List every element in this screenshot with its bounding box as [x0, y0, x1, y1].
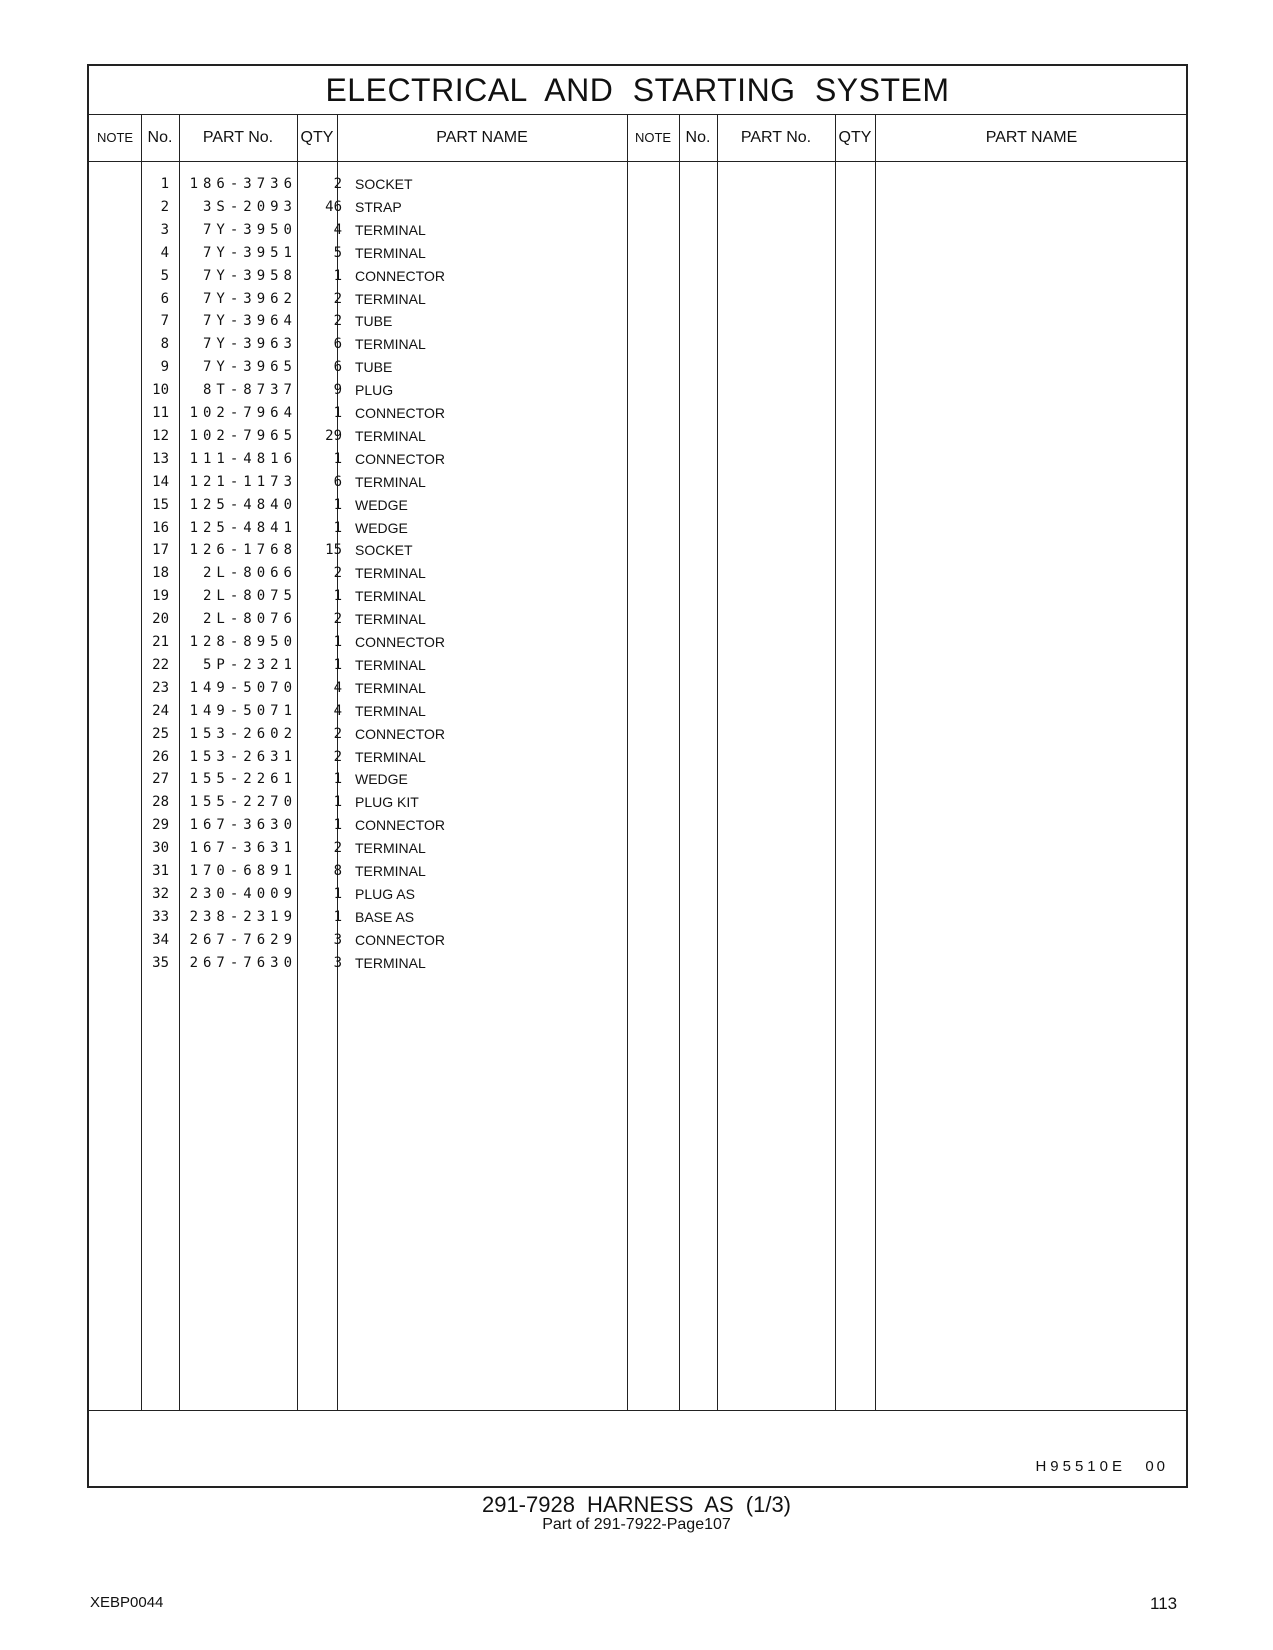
- part-number: 2L-8075: [202, 588, 297, 605]
- part-number: 125-4840: [189, 496, 297, 513]
- part-quantity: 5: [333, 244, 342, 261]
- part-quantity: 4: [333, 221, 342, 238]
- part-quantity: 46: [325, 198, 342, 215]
- table-row: [89, 703, 639, 726]
- part-name: STRAP: [355, 198, 402, 215]
- part-quantity: 2: [333, 725, 342, 742]
- part-number: 102-7964: [189, 405, 297, 421]
- table-row: [89, 520, 639, 543]
- part-name: PLUG KIT: [355, 794, 419, 811]
- table-row: [89, 634, 639, 657]
- part-name: WEDGE: [355, 496, 408, 513]
- table-row: [89, 932, 639, 955]
- part-number: 170-6891: [189, 863, 297, 879]
- parts-table-frame: [87, 64, 1188, 1488]
- part-name: WEDGE: [355, 771, 408, 788]
- part-number-index: 22: [152, 656, 169, 673]
- table-row: [89, 611, 639, 634]
- part-number: 102-7965: [189, 427, 297, 444]
- part-name: TERMINAL: [355, 954, 426, 971]
- part-number-index: 1: [160, 176, 169, 192]
- table-row: [89, 313, 639, 336]
- table-row: [89, 565, 639, 588]
- part-name: TERMINAL: [355, 427, 426, 444]
- table-row: [89, 405, 639, 428]
- col-header-note-right: NOTE: [634, 130, 672, 145]
- part-number: 125-4841: [189, 519, 297, 536]
- part-name: TERMINAL: [355, 336, 426, 353]
- part-number-index: 24: [152, 702, 169, 719]
- part-number: 167-3630: [189, 817, 297, 834]
- part-name: TERMINAL: [355, 679, 426, 696]
- part-number-index: 14: [152, 473, 169, 490]
- part-number-index: 2: [160, 198, 169, 215]
- table-row: [89, 382, 639, 405]
- table-row: [89, 542, 639, 565]
- part-number-index: 13: [152, 450, 169, 467]
- part-quantity: 1: [333, 908, 342, 925]
- document-id: XEBP0044: [90, 1594, 164, 1611]
- part-number-index: 29: [152, 817, 169, 834]
- part-name: TERMINAL: [355, 473, 426, 490]
- part-number-index: 20: [152, 611, 169, 628]
- part-quantity: 1: [333, 885, 342, 902]
- part-name: TERMINAL: [355, 565, 426, 582]
- col-rule: [875, 114, 876, 1410]
- part-number: 7Y-3951: [202, 244, 297, 261]
- part-number-index: 16: [152, 519, 169, 536]
- part-number-index: 23: [152, 679, 169, 696]
- part-number-index: 6: [160, 290, 169, 307]
- part-number: 126-1768: [189, 542, 297, 559]
- table-row: [89, 794, 639, 817]
- table-row: [89, 359, 639, 382]
- part-number: 7Y-3962: [202, 290, 297, 307]
- col-header-note-left: NOTE: [96, 130, 134, 145]
- part-quantity: 3: [333, 954, 342, 971]
- part-quantity: 29: [325, 427, 342, 444]
- col-rule: [717, 114, 718, 1410]
- part-number-index: 28: [152, 794, 169, 811]
- col-header-partname-right: PART NAME: [985, 129, 1078, 146]
- part-quantity: 2: [333, 565, 342, 582]
- page-number: 113: [1150, 1594, 1178, 1613]
- part-number-index: 21: [152, 634, 169, 650]
- part-quantity: 8: [333, 863, 342, 879]
- part-number-index: 10: [152, 382, 169, 399]
- part-name: SOCKET: [355, 542, 413, 559]
- part-number: 111-4816: [189, 450, 297, 467]
- table-row: [89, 749, 639, 772]
- part-name: CONNECTOR: [355, 267, 445, 284]
- part-quantity: 15: [325, 542, 342, 559]
- table-row: [89, 771, 639, 794]
- part-number-index: 11: [152, 405, 169, 421]
- part-number: 186-3736: [189, 176, 297, 192]
- part-name: BASE AS: [355, 908, 415, 925]
- part-name: PLUG AS: [355, 885, 415, 902]
- part-name: TERMINAL: [355, 221, 426, 238]
- part-number-index: 33: [152, 908, 169, 925]
- part-number-index: 35: [152, 954, 169, 971]
- part-quantity: 9: [333, 382, 342, 399]
- part-quantity: 4: [333, 702, 342, 719]
- part-number: 2L-8066: [202, 565, 297, 582]
- part-name: TERMINAL: [355, 290, 426, 307]
- part-number: 2L-8076: [202, 611, 297, 628]
- part-name: TERMINAL: [355, 588, 426, 605]
- part-name: WEDGE: [355, 519, 408, 536]
- part-quantity: 3: [333, 931, 342, 948]
- header-divider: [89, 161, 1186, 162]
- col-header-partname-left: PART NAME: [436, 129, 528, 146]
- part-name: CONNECTOR: [355, 450, 445, 467]
- part-number-index: 12: [152, 427, 169, 444]
- part-quantity: 4: [333, 679, 342, 696]
- part-number-index: 27: [152, 771, 169, 788]
- part-number: 149-5070: [189, 679, 297, 696]
- part-number: 121-1173: [189, 473, 297, 490]
- table-row: [89, 863, 639, 886]
- part-quantity: 1: [333, 450, 342, 467]
- part-number-index: 25: [152, 725, 169, 742]
- part-quantity: 6: [333, 336, 342, 353]
- part-name: SOCKET: [355, 176, 413, 192]
- part-name: TERMINAL: [355, 840, 426, 857]
- part-number: 167-3631: [189, 840, 297, 857]
- part-number: 7Y-3963: [202, 336, 297, 353]
- part-number-index: 19: [152, 588, 169, 605]
- footer-divider: [89, 1410, 1186, 1411]
- table-row: [89, 176, 639, 199]
- part-quantity: 2: [333, 313, 342, 330]
- part-quantity: 1: [333, 496, 342, 513]
- part-number: 155-2261: [189, 771, 297, 788]
- table-row: [89, 657, 639, 680]
- part-quantity: 1: [333, 817, 342, 834]
- part-number: 7Y-3964: [202, 313, 297, 330]
- col-rule: [835, 114, 836, 1410]
- part-quantity: 1: [333, 405, 342, 421]
- table-row: [89, 909, 639, 932]
- col-header-partno-left: PART No.: [202, 129, 274, 146]
- part-number-index: 26: [152, 748, 169, 765]
- part-name: TERMINAL: [355, 611, 426, 628]
- table-row: [89, 588, 639, 611]
- part-number-index: 7: [160, 313, 169, 330]
- table-row: [89, 726, 639, 749]
- col-header-partno-right: PART No.: [740, 129, 812, 146]
- part-number-index: 34: [152, 931, 169, 948]
- part-quantity: 1: [333, 267, 342, 284]
- part-quantity: 6: [333, 359, 342, 376]
- table-row: [89, 840, 639, 863]
- part-number-index: 5: [160, 267, 169, 284]
- part-name: CONNECTOR: [355, 817, 445, 834]
- table-row: [89, 955, 639, 978]
- part-name: TERMINAL: [355, 656, 426, 673]
- part-name: TERMINAL: [355, 702, 426, 719]
- part-quantity: 6: [333, 473, 342, 490]
- part-number: 128-8950: [189, 634, 297, 650]
- part-number: 155-2270: [189, 794, 297, 811]
- col-header-no-right: No.: [685, 129, 711, 146]
- col-header-qty-right: QTY: [838, 129, 872, 146]
- part-name: TUBE: [355, 359, 393, 376]
- part-name: CONNECTOR: [355, 725, 445, 742]
- assembly-subcaption: Part of 291-7922-Page107: [542, 1516, 731, 1533]
- part-number-index: 30: [152, 840, 169, 857]
- table-row: [89, 245, 639, 268]
- part-number-index: 8: [160, 336, 169, 353]
- table-row: [89, 222, 639, 245]
- part-number-index: 3: [160, 221, 169, 238]
- col-rule: [679, 114, 680, 1410]
- part-number: 7Y-3950: [202, 221, 297, 238]
- part-number: 7Y-3958: [202, 267, 297, 284]
- part-name: PLUG: [355, 382, 394, 399]
- table-row: [89, 451, 639, 474]
- part-number: 267-7630: [189, 954, 297, 971]
- part-number: 230-4009: [189, 885, 297, 902]
- part-number-index: 15: [152, 496, 169, 513]
- part-number-index: 9: [160, 359, 169, 376]
- part-number-index: 17: [152, 542, 169, 559]
- table-row: [89, 428, 639, 451]
- part-number-index: 31: [152, 863, 169, 879]
- table-row: [89, 336, 639, 359]
- table-row: [89, 199, 639, 222]
- part-name: TERMINAL: [355, 863, 426, 879]
- part-number: 153-2631: [189, 748, 297, 765]
- table-row: [89, 680, 639, 703]
- part-number: 238-2319: [189, 908, 297, 925]
- part-quantity: 1: [333, 588, 342, 605]
- table-row: [89, 886, 639, 909]
- part-quantity: 1: [333, 634, 342, 650]
- part-name: TERMINAL: [355, 748, 426, 765]
- section-title: ELECTRICAL AND STARTING SYSTEM: [89, 66, 1186, 115]
- part-number-index: 4: [160, 244, 169, 261]
- table-row: [89, 497, 639, 520]
- part-name: TUBE: [355, 313, 393, 330]
- part-number: 149-5071: [189, 702, 297, 719]
- part-number-index: 18: [152, 565, 169, 582]
- part-number: 3S-2093: [202, 198, 297, 215]
- part-quantity: 2: [333, 840, 342, 857]
- part-quantity: 2: [333, 611, 342, 628]
- part-name: CONNECTOR: [355, 931, 445, 948]
- part-name: TERMINAL: [355, 244, 426, 261]
- part-name: CONNECTOR: [355, 634, 445, 650]
- part-number: 267-7629: [189, 931, 297, 948]
- part-quantity: 2: [333, 176, 342, 192]
- revision-number: 00: [1145, 1458, 1168, 1475]
- drawing-code: H95510E: [1035, 1458, 1126, 1475]
- col-header-qty-left: QTY: [300, 129, 334, 146]
- part-name: CONNECTOR: [355, 405, 445, 421]
- table-row: [89, 268, 639, 291]
- table-row: [89, 817, 639, 840]
- table-row: [89, 474, 639, 497]
- part-quantity: 2: [333, 290, 342, 307]
- part-number: 153-2602: [189, 725, 297, 742]
- part-number: 7Y-3965: [202, 359, 297, 376]
- part-number: 5P-2321: [202, 656, 297, 673]
- part-number: 8T-8737: [202, 382, 297, 399]
- assembly-caption: 291-7928 HARNESS AS (1/3): [481, 1492, 792, 1517]
- part-number-index: 32: [152, 885, 169, 902]
- col-header-no-left: No.: [147, 129, 173, 146]
- part-quantity: 1: [333, 519, 342, 536]
- part-quantity: 1: [333, 794, 342, 811]
- part-quantity: 1: [333, 656, 342, 673]
- table-row: [89, 291, 639, 314]
- part-quantity: 2: [333, 748, 342, 765]
- part-quantity: 1: [333, 771, 342, 788]
